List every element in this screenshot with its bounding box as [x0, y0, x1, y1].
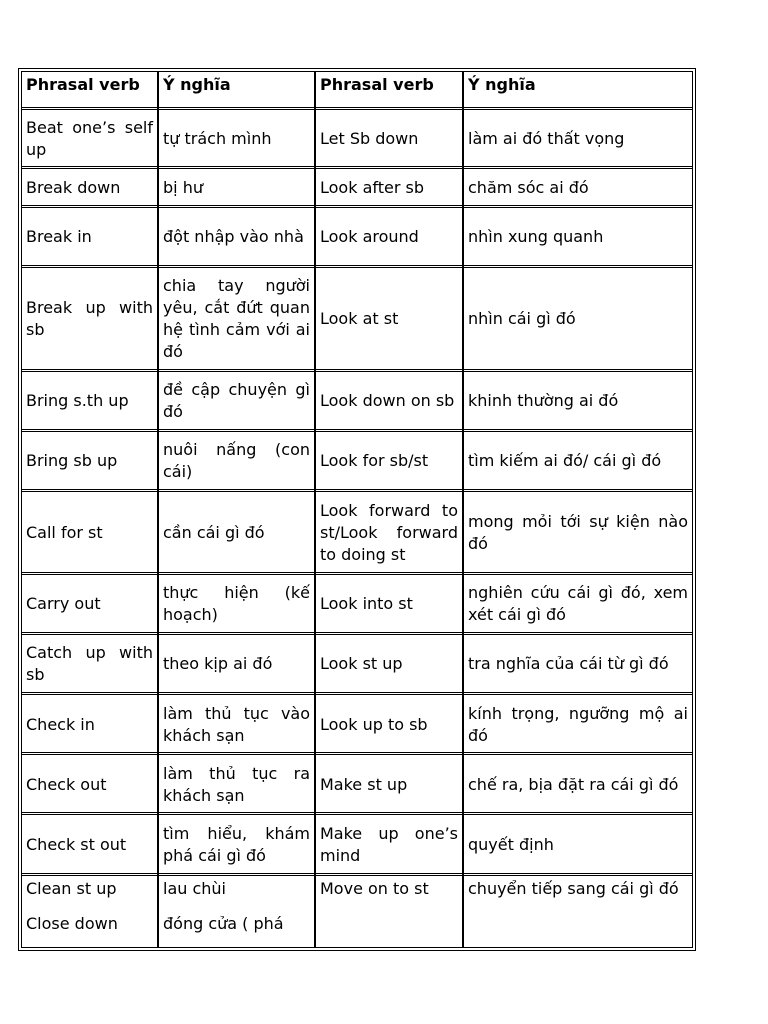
table-cell	[22, 756, 157, 813]
table-cell-text: đột nhập vào nhà	[163, 227, 304, 246]
row-divider	[21, 489, 693, 490]
table-cell	[22, 208, 157, 266]
table-cell	[159, 432, 314, 490]
table-cell	[22, 876, 157, 916]
table-cell	[464, 268, 692, 370]
row-divider	[21, 109, 693, 110]
table-cell	[22, 911, 157, 937]
table-cell-text: Look into st	[320, 594, 413, 613]
table-cell	[464, 432, 692, 490]
row-divider	[21, 168, 693, 169]
table-cell-text: Beat one’s self up	[26, 117, 153, 159]
table-cell-text: Check st out	[26, 835, 127, 854]
table-cell	[316, 635, 462, 693]
table-cell	[22, 575, 157, 633]
table-cell	[159, 876, 314, 916]
table-cell-text: Look around	[320, 227, 419, 246]
header-meaning-1-text: Ý nghĩa	[163, 75, 231, 94]
table-cell	[159, 635, 314, 693]
row-divider	[21, 205, 693, 206]
table-cell	[22, 268, 157, 370]
table-cell-text: Close down	[26, 914, 118, 933]
table-cell-text: nhìn xung quanh	[468, 227, 604, 246]
table-cell-text: tra nghĩa của cái từ gì đó	[468, 654, 669, 673]
table-cell	[159, 372, 314, 430]
table-cell-text: Make up one’s mind	[320, 824, 458, 865]
table-cell-text: theo kịp ai đó	[163, 654, 273, 673]
table-cell	[316, 575, 462, 633]
row-divider	[21, 694, 693, 695]
table-cell-text: cần cái gì đó	[163, 523, 265, 542]
table-cell	[316, 170, 462, 206]
table-cell	[464, 575, 692, 633]
table-cell-text: chăm sóc ai đó	[468, 178, 589, 197]
row-divider	[21, 207, 693, 208]
table-cell	[22, 110, 157, 167]
row-divider	[21, 265, 693, 266]
table-cell	[464, 696, 692, 753]
header-meaning-2-text: Ý nghĩa	[468, 75, 536, 94]
table-cell	[159, 756, 314, 813]
row-divider	[21, 166, 693, 167]
table-cell-text: Catch up with sb	[26, 643, 153, 684]
header-meaning-2	[464, 71, 692, 108]
table-cell	[316, 208, 462, 266]
table-cell-text: Make st up	[320, 774, 408, 794]
table-cell-text: Look forward to st/Look forward to doing st	[320, 501, 458, 564]
table-cell-text: tìm kiếm ai đó/ cái gì đó	[468, 451, 662, 470]
table-cell	[464, 816, 692, 874]
table-cell	[464, 493, 692, 573]
table-cell	[159, 208, 314, 266]
table-cell-text: làm ai đó thất vọng	[468, 128, 625, 148]
table-cell	[22, 816, 157, 874]
table-cell-text: kính trọng, ngưỡng mộ ai đó	[468, 703, 688, 745]
table-cell-text: mong mỏi tới sự kiện nào đó	[468, 512, 688, 553]
table-cell-text: Look st up	[320, 654, 403, 673]
table-cell	[464, 170, 692, 206]
table-cell	[22, 432, 157, 490]
table-cell-text: Look up to sb	[320, 714, 428, 734]
table-cell	[159, 170, 314, 206]
table-cell-text: quyết định	[468, 835, 554, 854]
row-divider	[21, 267, 693, 268]
table-cell	[22, 170, 157, 206]
column-divider	[462, 71, 464, 948]
table-cell-text: Bring sb up	[26, 451, 118, 470]
table-cell-text: đóng cửa ( phá	[163, 914, 284, 933]
table-cell-text: đề cập chuyện gì đó	[163, 380, 310, 421]
table-cell-text: Break in	[26, 227, 92, 246]
row-divider	[21, 429, 693, 430]
table-cell-text: Carry out	[26, 594, 101, 613]
header-phrasal-verb-1-text: Phrasal verb	[26, 75, 140, 94]
table-cell	[159, 911, 314, 937]
row-divider	[21, 574, 693, 575]
table-cell	[316, 493, 462, 573]
row-divider	[21, 692, 693, 693]
table-cell	[159, 268, 314, 370]
table-cell-text: Clean st up	[26, 879, 117, 898]
table-cell-text: Check in	[26, 714, 95, 734]
row-divider	[21, 812, 693, 813]
row-divider	[21, 632, 693, 633]
table-cell-text: Call for st	[26, 523, 103, 542]
table-cell	[464, 756, 692, 813]
table-cell-text: Move on to st	[320, 879, 429, 898]
table-cell	[464, 110, 692, 167]
table-cell-text: thực hiện (kế hoạch)	[163, 583, 310, 624]
table-cell-text: nghiên cứu cái gì đó, xem xét cái gì đó	[468, 583, 688, 624]
table-cell-text: chuyển tiếp sang cái gì đó	[468, 879, 679, 898]
table-cell-text: nhìn cái gì đó	[468, 309, 576, 328]
table-cell	[22, 696, 157, 753]
table-cell-text: chế ra, bịa đặt ra cái gì đó	[468, 774, 679, 794]
table-cell-text: Let Sb down	[320, 128, 419, 148]
table-cell	[159, 816, 314, 874]
row-divider	[21, 491, 693, 492]
column-divider	[157, 71, 159, 948]
table-cell-text: Look for sb/st	[320, 451, 429, 470]
row-divider	[21, 369, 693, 370]
header-phrasal-verb-2	[316, 71, 462, 108]
row-divider	[21, 431, 693, 432]
table-cell	[316, 696, 462, 753]
row-divider	[21, 873, 693, 874]
row-divider	[21, 634, 693, 635]
header-phrasal-verb-2-text: Phrasal verb	[320, 75, 434, 94]
table-cell-text: Break up with sb	[26, 298, 153, 339]
row-divider	[21, 107, 693, 108]
table-cell-text: Look after sb	[320, 178, 424, 197]
header-meaning-1	[159, 71, 314, 108]
table-cell	[22, 372, 157, 430]
row-divider	[21, 875, 693, 876]
row-divider	[21, 572, 693, 573]
table-cell	[316, 876, 462, 916]
table-cell	[316, 816, 462, 874]
table-cell	[316, 756, 462, 813]
table-cell-text: tự trách mình	[163, 128, 272, 148]
table-cell-text: tìm hiểu, khám phá cái gì đó	[163, 824, 310, 865]
row-divider	[21, 752, 693, 753]
row-divider	[21, 814, 693, 815]
table-cell	[159, 575, 314, 633]
table-cell	[464, 635, 692, 693]
table-cell	[464, 208, 692, 266]
table-cell	[159, 696, 314, 753]
table-cell-text: làm thủ tục vào khách sạn	[163, 703, 310, 745]
table-cell-text: chia tay người yêu, cắt đứt quan hệ tình cảm với ai đó	[163, 276, 310, 361]
table-cell	[22, 635, 157, 693]
table-cell	[159, 110, 314, 167]
table-cell-text: khinh thường ai đó	[468, 391, 619, 410]
table-cell-text: Check out	[26, 774, 107, 794]
column-divider	[314, 71, 316, 948]
table-cell-text: nuôi nấng (con cái)	[163, 440, 310, 481]
table-cell	[316, 110, 462, 167]
row-divider	[21, 754, 693, 755]
table-cell	[159, 493, 314, 573]
table-cell	[22, 493, 157, 573]
table-cell-text: Look at st	[320, 309, 399, 328]
table-cell	[316, 268, 462, 370]
table-cell	[316, 432, 462, 490]
table-cell-text: lau chùi	[163, 879, 226, 898]
row-divider	[21, 371, 693, 372]
table-cell	[464, 372, 692, 430]
table-cell-text: làm thủ tục ra khách sạn	[163, 763, 310, 805]
table-cell-text: Look down on sb	[320, 391, 455, 410]
table-cell	[316, 372, 462, 430]
table-cell-text: bị hư	[163, 178, 203, 197]
header-phrasal-verb-1	[22, 71, 157, 108]
table-cell	[464, 876, 692, 916]
table-cell-text: Bring s.th up	[26, 391, 129, 410]
table-cell-text: Break down	[26, 178, 121, 197]
